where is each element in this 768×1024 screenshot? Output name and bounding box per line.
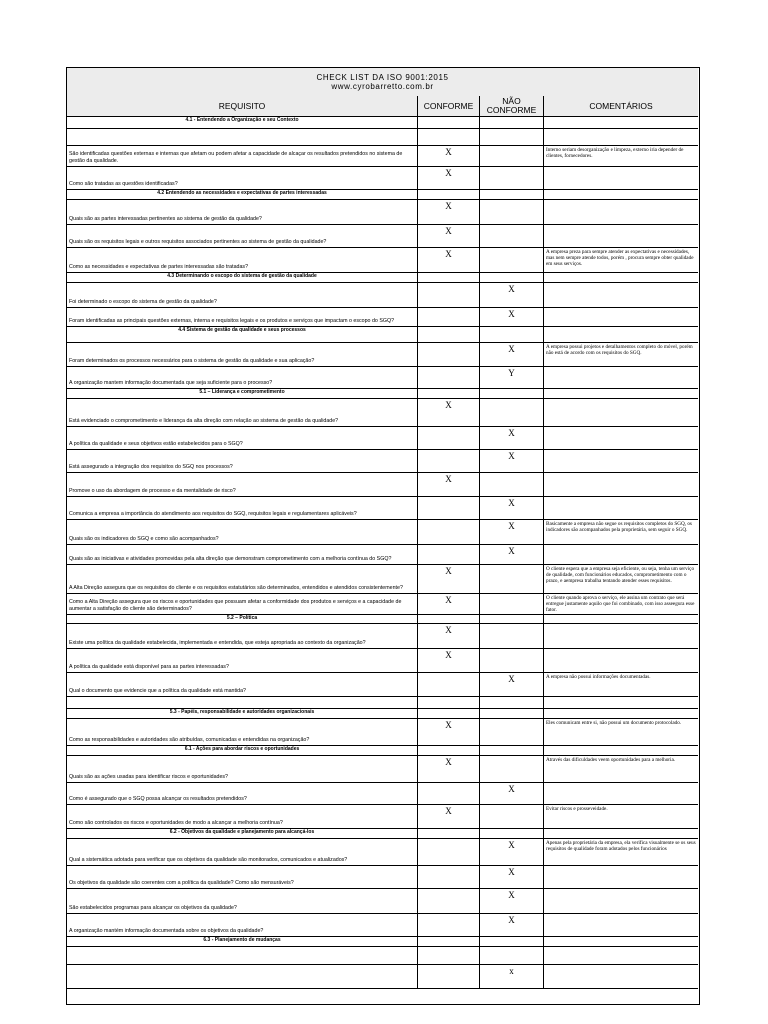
conforme-cell [418, 697, 480, 708]
comment-text: Através das dificuldades veem oportunidades para a melhoria. [546, 757, 676, 763]
table-row [67, 783, 698, 805]
conforme-cell [418, 283, 480, 307]
table-row [67, 200, 698, 225]
comentarios-cell [544, 473, 698, 496]
requisito-cell [67, 545, 418, 564]
comentarios-cell [544, 866, 698, 888]
conforme-cell [418, 273, 480, 282]
table-row [67, 497, 698, 520]
question-text: Comunica a empresa a importância do atendimento aos requisitos do SGQ, requisitos legais e regulamentares aplicáveis? [69, 511, 357, 517]
conforme-cell [418, 343, 480, 366]
comentarios-cell [544, 947, 698, 964]
conforme-cell [418, 719, 480, 745]
question-text: Quais são os indicadores do SGQ e como são acompanhados? [69, 536, 219, 542]
nao-conforme-cell [480, 889, 544, 913]
nao-conforme-cell [480, 308, 544, 326]
nao-conforme-cell [480, 697, 544, 708]
conforme-cell [418, 889, 480, 913]
nao-conforme-cell [480, 399, 544, 426]
requisito-cell [67, 427, 418, 449]
conforme-mark: X [445, 650, 452, 660]
conforme-cell [418, 389, 480, 398]
requisito-cell [67, 914, 418, 936]
requisito-cell [67, 343, 418, 366]
comentarios-cell [544, 839, 698, 865]
nao-conforme-cell [480, 427, 544, 449]
requisito-cell [67, 146, 418, 166]
table-row [67, 594, 698, 615]
table-row [67, 167, 698, 190]
question-text: Como são tratadas as questões identificadas? [69, 181, 178, 187]
comentarios-cell [544, 190, 698, 199]
section-title: 6.1 - Ações para abordar riscos e oportunidades [67, 746, 418, 755]
nao-conforme-cell [480, 829, 544, 838]
conforme-cell [418, 225, 480, 247]
comentarios-cell [544, 624, 698, 648]
table-row [67, 719, 698, 746]
comentarios-cell [544, 545, 698, 564]
conforme-cell [418, 709, 480, 718]
conforme-cell [418, 190, 480, 199]
conforme-cell [418, 965, 480, 988]
section-title: 4.4 Sistema de gestão da qualidade e seus processos [67, 327, 418, 342]
comment-text: A empresa não possui informações documentadas. [546, 674, 651, 680]
nao-conforme-cell [480, 649, 544, 672]
comentarios-cell [544, 343, 698, 366]
requisito-cell [67, 473, 418, 496]
question-text: Está assegurado a integração dos requisitos do SGQ nos processos? [69, 464, 233, 470]
nao-conforme-cell [480, 839, 544, 865]
comentarios-cell [544, 520, 698, 544]
section-title: 6.2 - Objetivos da qualidade e planejamento para alcançá-los [67, 829, 418, 838]
comentarios-cell [544, 389, 698, 398]
question-text: Quais são as ações usadas para identificar riscos e oportunidades? [69, 774, 228, 780]
question-text: Foram determinados os processos necessários para o sistema de gestão da qualidade e sua aplicação? [69, 358, 315, 364]
table-row [67, 673, 698, 697]
header-nao-conforme: NÃO CONFORME [480, 96, 544, 117]
nao-conforme-cell [480, 756, 544, 782]
table-row [67, 248, 698, 273]
conforme-cell [418, 829, 480, 838]
comment-text: A empresa possui projetos e detalhamentos completo do móvel, porém não está de acordo com os requisitos do SGQ. [546, 344, 693, 356]
comentarios-cell [544, 756, 698, 782]
nao-conforme-cell [480, 167, 544, 189]
nao-conforme-mark: X [508, 498, 515, 508]
nao-conforme-cell [480, 117, 544, 128]
nao-conforme-cell [480, 709, 544, 718]
question-text: Como são controlados os riscos e oportunidades de modo a alcançar a melhoria contínua? [69, 820, 283, 826]
table-row [67, 914, 698, 937]
question-text: A organização mantem informação documentada que seja suficiente para o processo? [69, 380, 273, 386]
conforme-cell [418, 673, 480, 696]
requisito-cell [67, 697, 418, 708]
comment-text: Apenas pela proprietária da empresa, ela verifica visualmente se os seus requisitos de qualidade foram adotados pelos funcionários [546, 840, 696, 852]
conforme-cell [418, 783, 480, 804]
nao-conforme-cell [480, 520, 544, 544]
section-title: 5.1 – Liderança e comprometimento [67, 389, 418, 398]
checklist-sheet [66, 67, 700, 1005]
nao-conforme-mark: X [508, 451, 515, 461]
requisito-cell [67, 367, 418, 388]
comentarios-cell [544, 673, 698, 696]
comentarios-cell [544, 327, 698, 342]
requisito-cell [67, 624, 418, 648]
table-row [67, 427, 698, 450]
table-row [67, 146, 698, 167]
conforme-cell [418, 615, 480, 623]
requisito-cell [67, 783, 418, 804]
section-row [67, 117, 698, 129]
section-row [67, 937, 698, 947]
comentarios-cell [544, 129, 698, 145]
table-row [67, 965, 698, 989]
comentarios-cell [544, 248, 698, 272]
comment-text: Evitar riscos e prosseveidade. [546, 806, 608, 812]
question-text: Os objetivos da qualidade são coerentes com a política da qualidade? Como são mensuráveis? [69, 880, 294, 886]
nao-conforme-mark: X [508, 915, 515, 925]
comment-text: O cliente espera que a empresa seja eficiente, ou seja, tenha um serviço de qualidade, com funcionários educados, comprometimento com o prazo, e aempresa trabalha tentando atender esses requisitos. [546, 566, 695, 584]
conforme-cell [418, 839, 480, 865]
requisito-cell [67, 889, 418, 913]
requisito-cell [67, 756, 418, 782]
comentarios-cell [544, 565, 698, 593]
requisito-cell [67, 965, 418, 988]
conforme-mark: X [445, 595, 452, 605]
table-row [67, 367, 698, 389]
nao-conforme-cell [480, 389, 544, 398]
question-text: A política da qualidade está disponível para as partes interessadas? [69, 664, 229, 670]
question-text: Promove o uso da abordagem de processo e da mentalidade de risco? [69, 488, 236, 494]
comentarios-cell [544, 225, 698, 247]
nao-conforme-cell [480, 615, 544, 623]
conforme-cell [418, 756, 480, 782]
section-title: 4.2 Entendendo as necessidades e expectativas de partes interessadas [67, 190, 418, 199]
nao-conforme-mark: X [508, 546, 515, 556]
table-row [67, 565, 698, 594]
requisito-cell [67, 167, 418, 189]
nao-conforme-mark: X [508, 867, 515, 877]
table-row [67, 756, 698, 783]
section-row [67, 709, 698, 719]
comentarios-cell [544, 167, 698, 189]
conforme-cell [418, 746, 480, 755]
section-row [67, 829, 698, 839]
conforme-mark: X [445, 249, 452, 259]
header-requisito: REQUISITO [67, 96, 418, 117]
question-text: São identificadas questões externas e internas que afetam ou podem afetar a capacidade de alcaçar os resultados pretendidos no sistema de gestão da qualidade. [69, 151, 403, 164]
comentarios-cell [544, 697, 698, 708]
section-row [67, 746, 698, 756]
table-row [67, 839, 698, 866]
comentarios-cell [544, 783, 698, 804]
nao-conforme-mark: Y [508, 368, 515, 378]
requisito-cell [67, 200, 418, 224]
conforme-cell [418, 167, 480, 189]
table-row [67, 129, 698, 146]
conforme-cell [418, 450, 480, 472]
nao-conforme-cell [480, 914, 544, 936]
question-text: Quais são os requisitos legais e outros requisitos associados pertinentes ao sistema de gestão da qualidade? [69, 239, 327, 245]
nao-conforme-cell [480, 129, 544, 145]
question-text: A política da qualidade e seus objetivos estão estabelecidos para o SGQ? [69, 441, 243, 447]
nao-conforme-cell [480, 146, 544, 166]
nao-conforme-cell [480, 965, 544, 988]
section-title: 5.3 - Papéis, responsabilidade e autoridades organizacionais [67, 709, 418, 718]
conforme-cell [418, 129, 480, 145]
nao-conforme-mark: X [508, 674, 515, 684]
table-row [67, 649, 698, 673]
header-comentarios: COMENTÁRIOS [544, 96, 698, 117]
nao-conforme-cell [480, 190, 544, 199]
conforme-mark: X [445, 720, 452, 730]
comentarios-cell [544, 497, 698, 519]
question-text: Qual a sistemática adotada para verificar que os objetivos da qualidade são monitorados, comunicados e atualizados? [69, 857, 348, 863]
table-row [67, 545, 698, 565]
question-text: A Alta Direção assegura que os requisitos do cliente e os requisitos estatutários são determinados, entendidos e atendidos consistentemente? [69, 585, 403, 591]
question-text: Foram identificadas as principais questões externas, interna e requisitos legais e os produtos e serviços que impactam o escopo do SGQ? [69, 318, 395, 324]
table-row [67, 805, 698, 829]
conforme-cell [418, 937, 480, 946]
table-row [67, 343, 698, 367]
conforme-cell [418, 914, 480, 936]
comment-text: A empresa preza para sempre atender as expectativas e necessidades, mas nem sempre atende todos, porém , procura sempre obter qualidade em seus serviços. [546, 249, 694, 267]
conforme-mark: X [445, 400, 452, 410]
requisito-cell [67, 450, 418, 472]
requisito-cell [67, 399, 418, 426]
nao-conforme-mark: X [508, 344, 515, 354]
nao-conforme-cell [480, 594, 544, 614]
conforme-cell [418, 947, 480, 964]
comentarios-cell [544, 746, 698, 755]
conforme-cell [418, 649, 480, 672]
question-text: A organização mantém informação documentada sobre os objetivos da qualidade? [69, 928, 264, 934]
requisito-cell [67, 225, 418, 247]
comentarios-cell [544, 146, 698, 166]
comentarios-cell [544, 117, 698, 128]
nao-conforme-mark: X [508, 284, 515, 294]
nao-conforme-mark: X [508, 309, 515, 319]
nao-conforme-cell [480, 327, 544, 342]
section-title: 4.3 Determinando o escopo do sistema de gestão da qualidade [67, 273, 418, 282]
comentarios-cell [544, 889, 698, 913]
requisito-cell [67, 497, 418, 519]
requisito-cell [67, 649, 418, 672]
conforme-cell [418, 248, 480, 272]
comment-text: Interno seriam desorganização e limpeza, externo iria depender de clientes, fornecedores. [546, 147, 684, 159]
conforme-cell [418, 399, 480, 426]
question-text: Como a Alta Direção assegura que os riscos e oportunidades que possuam afetar a conformidade dos produtos e serviços e a capacidade de aumentar a satisfação do cliente são determinados? [69, 599, 402, 612]
comment-text: Basicamente a empresa não segue os requisitos completos do SGQ, os indicadores são acompanhados pela proprietária, sem seguir o SGQ. [546, 521, 692, 533]
nao-conforme-cell [480, 283, 544, 307]
nao-conforme-cell [480, 343, 544, 366]
table-row [67, 308, 698, 327]
comentarios-cell [544, 399, 698, 426]
comentarios-cell [544, 709, 698, 718]
conforme-mark: X [445, 474, 452, 484]
requisito-cell [67, 283, 418, 307]
table-row [67, 473, 698, 497]
nao-conforme-cell [480, 273, 544, 282]
nao-conforme-cell [480, 947, 544, 964]
conforme-mark: X [445, 625, 452, 635]
conforme-mark: X [445, 566, 452, 576]
question-text: Quais são as partes interessadas pertinentes ao sistema de gestão da qualidade? [69, 216, 262, 222]
comentarios-cell [544, 450, 698, 472]
question-text: Qual o documento que evidencie que a política da qualidade está mantida? [69, 688, 246, 694]
section-row [67, 190, 698, 200]
table-row [67, 947, 698, 965]
question-text: Existe uma política da qualidade estabelecida, implementada e entendida, que esteja apropriada ao contexto da organização? [69, 640, 366, 646]
conforme-cell [418, 594, 480, 614]
nao-conforme-mark: x [509, 966, 514, 976]
question-text: Foi determinado o escopo do sistema de gestão da qualidade? [69, 299, 217, 305]
table-row [67, 450, 698, 473]
nao-conforme-cell [480, 497, 544, 519]
comentarios-cell [544, 937, 698, 946]
nao-conforme-cell [480, 473, 544, 496]
section-title: 5.2 – Política [67, 615, 418, 623]
conforme-cell [418, 327, 480, 342]
table-row [67, 520, 698, 545]
conforme-cell [418, 367, 480, 388]
comentarios-cell [544, 649, 698, 672]
nao-conforme-cell [480, 248, 544, 272]
comentarios-cell [544, 719, 698, 745]
comentarios-cell [544, 829, 698, 838]
requisito-cell [67, 839, 418, 865]
comment-text: O cliente quando aprova o serviço, ele assina um contrato que será entregue justamente aquilo que foi combinado, com isso asseegura esse fator. [546, 595, 695, 613]
comentarios-cell [544, 914, 698, 936]
question-text: São estabelecidos programas para alcançar os objetivos da qualidade? [69, 905, 237, 911]
question-text: Como as responsabilidades e autoridades são atribuídas, comunicadas e entendidas na organização? [69, 737, 310, 743]
conforme-cell [418, 427, 480, 449]
table-row [67, 624, 698, 649]
conforme-cell [418, 520, 480, 544]
nao-conforme-cell [480, 545, 544, 564]
nao-conforme-cell [480, 746, 544, 755]
comentarios-cell [544, 427, 698, 449]
nao-conforme-cell [480, 805, 544, 828]
nao-conforme-cell [480, 783, 544, 804]
table-row [67, 399, 698, 427]
nao-conforme-cell [480, 719, 544, 745]
question-text: Está evidenciado o comprometimento e liderança da alta direção com relação ao sistema de gestão da qualidade? [69, 418, 339, 424]
nao-conforme-mark: X [508, 784, 515, 794]
nao-conforme-cell [480, 565, 544, 593]
conforme-mark: X [445, 757, 452, 767]
nao-conforme-mark: X [508, 840, 515, 850]
conforme-cell [418, 565, 480, 593]
title-block [67, 68, 698, 97]
comentarios-cell [544, 805, 698, 828]
section-title: 6.3 - Planejamento de mudanças [67, 937, 418, 946]
conforme-cell [418, 146, 480, 166]
section-row [67, 389, 698, 399]
table-row [67, 697, 698, 709]
requisito-cell [67, 673, 418, 696]
nao-conforme-cell [480, 200, 544, 224]
conforme-cell [418, 473, 480, 496]
conforme-mark: X [445, 201, 452, 211]
nao-conforme-mark: X [508, 521, 515, 531]
table-row [67, 283, 698, 308]
question-text: Como é assegurado que o SGQ possa alcançar os resultados pretendidos? [69, 796, 247, 802]
comment-text: Eles comunicam entre si, não possui um documento protocolado. [546, 720, 682, 726]
nao-conforme-cell [480, 450, 544, 472]
nao-conforme-cell [480, 367, 544, 388]
website-url: www.cyrobarretto.com.br [331, 82, 434, 91]
comentarios-cell [544, 965, 698, 988]
section-row [67, 327, 698, 343]
comentarios-cell [544, 200, 698, 224]
comentarios-cell [544, 594, 698, 614]
requisito-cell [67, 308, 418, 326]
section-row [67, 273, 698, 283]
section-row [67, 615, 698, 624]
requisito-cell [67, 248, 418, 272]
nao-conforme-cell [480, 673, 544, 696]
requisito-cell [67, 520, 418, 544]
nao-conforme-cell [480, 225, 544, 247]
table-row [67, 225, 698, 248]
conforme-mark: X [445, 168, 452, 178]
conforme-cell [418, 624, 480, 648]
requisito-cell [67, 866, 418, 888]
comentarios-cell [544, 308, 698, 326]
question-text: Quais são as iniciativas e atividades promovidas pela alta direção que demonstram comprometimento com a melhoria contínua do SGQ? [69, 556, 392, 562]
requisito-cell [67, 594, 418, 614]
conforme-mark: X [445, 147, 452, 157]
header-conforme: CONFORME [418, 96, 480, 117]
requisito-cell [67, 129, 418, 145]
conforme-cell [418, 497, 480, 519]
conforme-mark: X [445, 226, 452, 236]
conforme-cell [418, 866, 480, 888]
comentarios-cell [544, 615, 698, 623]
requisito-cell [67, 565, 418, 593]
nao-conforme-mark: X [508, 428, 515, 438]
requisito-cell [67, 719, 418, 745]
document-title: CHECK LIST DA ISO 9001:2015 [316, 73, 449, 82]
conforme-cell [418, 117, 480, 128]
conforme-mark: X [445, 806, 452, 816]
section-title: 4.1 - Entendendo a Organização e seu Contexto [67, 117, 418, 128]
conforme-cell [418, 805, 480, 828]
conforme-cell [418, 545, 480, 564]
requisito-cell [67, 947, 418, 964]
comentarios-cell [544, 283, 698, 307]
comentarios-cell [544, 273, 698, 282]
conforme-cell [418, 308, 480, 326]
table-row [67, 866, 698, 889]
nao-conforme-cell [480, 866, 544, 888]
nao-conforme-mark: X [508, 890, 515, 900]
question-text: Como as necessidades e expectativas de partes interessadas são tratadas? [69, 264, 249, 270]
nao-conforme-cell [480, 937, 544, 946]
conforme-cell [418, 200, 480, 224]
nao-conforme-cell [480, 624, 544, 648]
table-row [67, 889, 698, 914]
requisito-cell [67, 805, 418, 828]
comentarios-cell [544, 367, 698, 388]
